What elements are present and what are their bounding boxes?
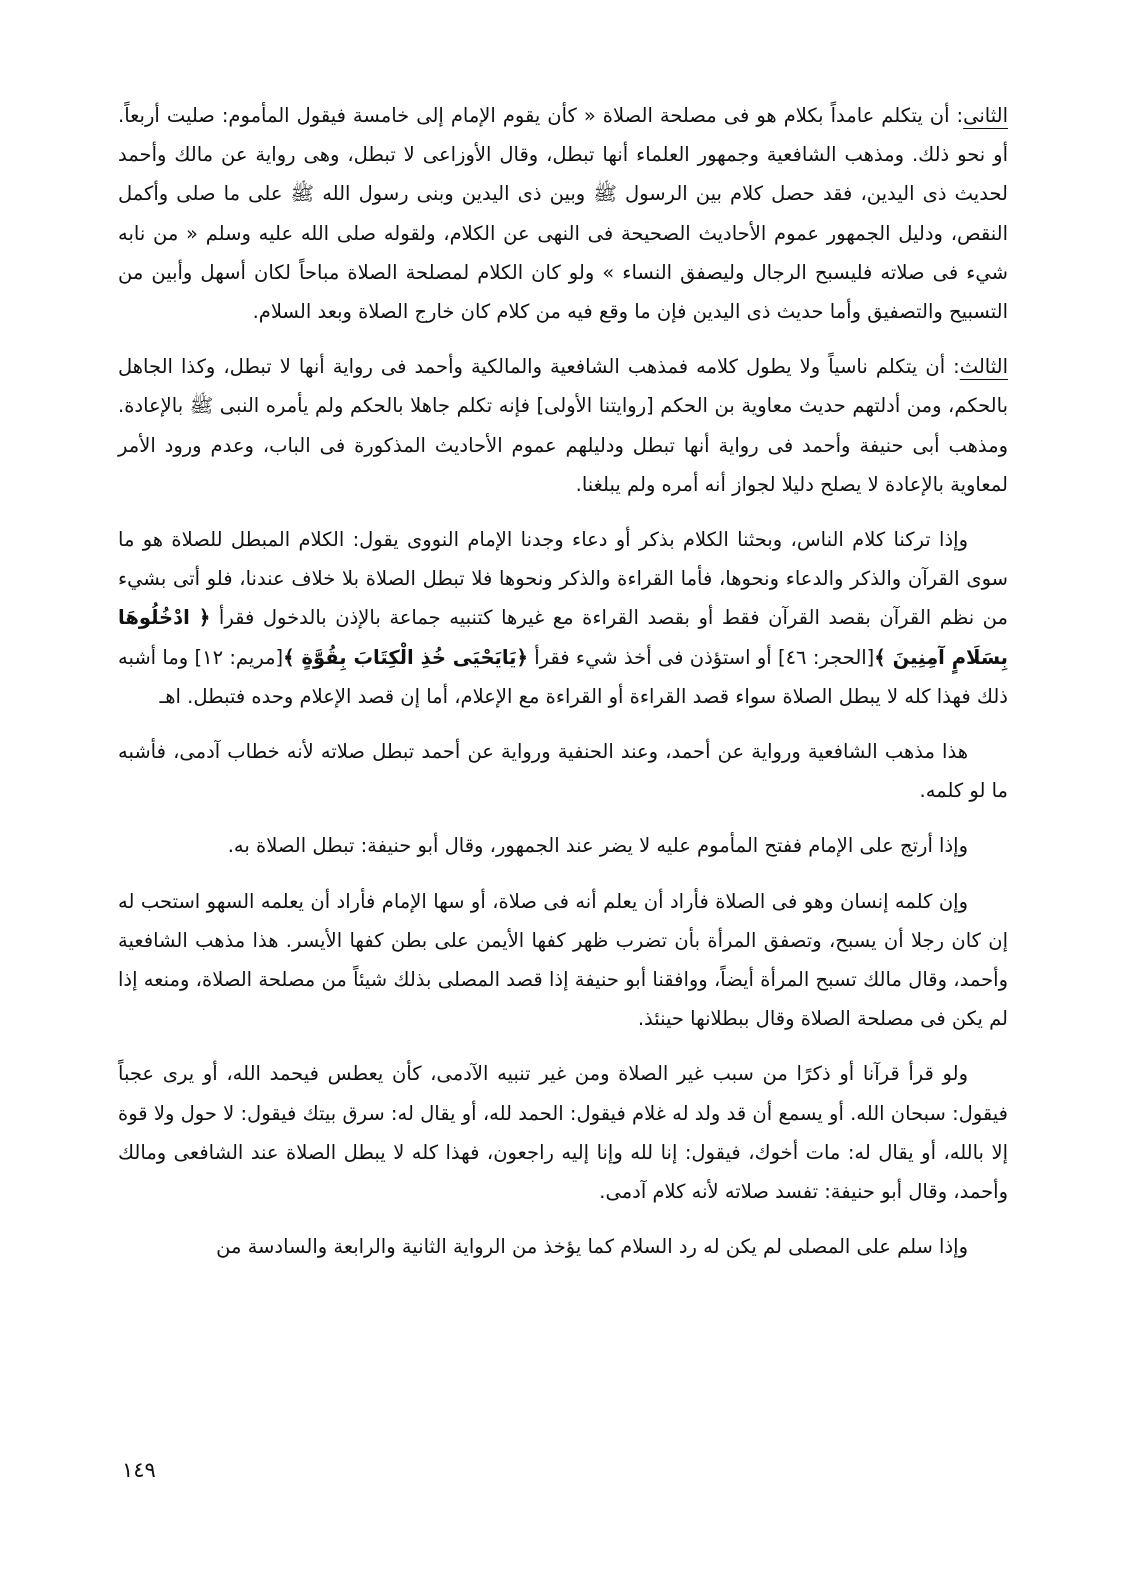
paragraph-text: وإذا سلم على المصلى لم يكن له رد السلام كما يؤخذ من الرواية الثانية والرابعة والسادسة من xyxy=(216,1235,968,1259)
quran-verse: ﴿يَايَحْيَى خُذِ الْكِتَابَ بِقُوَّةٍ ﴾ xyxy=(283,645,528,669)
paragraph-second-case xyxy=(118,96,1008,331)
paragraph-text: وإن كلمه إنسان وهو فى الصلاة فأراد أن يعلم أنه فى صلاة، أو سها الإمام فأراد أن يعلمه السهو استحب له إن كان رجلا أن يسبح، وتصفق المرأة بأن تضرب ظهر كفها الأيمن على بطن كفها الأيسر. هذا مذهب الشافعية وأحمد، وقال مالك تسبح المرأة أيضاً، ووافقنا أبو حنيفة إذا قصد المصلى بذلك شيئاً من مصلحة الصلاة، ومنعه إذا لم يكن فى مصلحة الصلاة وقال ببطلانها حينئذ. xyxy=(118,889,1008,1031)
page-number: ١٤٩ xyxy=(122,1458,156,1482)
paragraph-returning-salam xyxy=(118,1227,1008,1266)
paragraph-dhikr-outside-cause xyxy=(118,1054,1008,1211)
page-body xyxy=(118,96,1008,1282)
paragraph-text: [الحجر: ٤٦] أو استؤذن فى أخذ شيء فقرأ xyxy=(527,645,875,669)
paragraph-lead-word: الثانى xyxy=(963,104,1008,127)
paragraph-text: وإذا تركنا كلام الناس، وبحثنا الكلام بذكر أو دعاء وجدنا الإمام النووى يقول: الكلام المبطل للصلاة هو ما سوى القرآن والذكر والدعاء ونحوها، فأما القراءة والذكر ونحوها فلا تبطل الصلاة بلا خلاف عندنا، فلو أتى بشيء من نظم القرآن بقصد القرآن فقط أو بقصد القراءة مع غيرها كتنبيه جماعة بالإذن بالدخول فقرأ xyxy=(118,528,1008,630)
paragraph-text: هذا مذهب الشافعية ورواية عن أحمد، وعند الحنفية ورواية عن أحمد تبطل صلاته لأنه خطاب آدمى، فأشبه ما لو كلمه. xyxy=(118,740,1008,803)
paragraph-third-case xyxy=(118,347,1008,504)
quran-verse: ﴿ ادْخُلُوهَا بِسَلَامٍ آمِنِينَ ﴾ xyxy=(118,606,1008,669)
paragraph-imam-correction xyxy=(118,826,1008,865)
paragraph-nawawi-quote xyxy=(118,520,1008,716)
paragraph-madhhab-shafii xyxy=(118,732,1008,810)
paragraph-lead-word: الثالث xyxy=(959,355,1008,379)
paragraph-tasbih-tasfiq xyxy=(118,882,1008,1039)
paragraph-text: [مريم: ١٢] وما أشبه ذلك فهذا كله لا يبطل الصلاة سواء قصد القراءة أو القراءة مع الإعلام، أما إن قصد الإعلام وحده فتبطل. اهـ xyxy=(118,645,1008,708)
paragraph-text: ولو قرأ قرآنا أو ذكرًا من سبب غير الصلاة ومن غير تنبيه الآدمى، كأن يعطس فيحمد الله، أو يرى عجباً فيقول: سبحان الله. أو يسمع أن قد ولد له غلام فيقول: الحمد لله، أو يقال له: سرق بيتك فيقول: لا حول ولا قوة إلا بالله، أو يقال له: مات أخوك، فيقول: إنا لله وإنا إليه راجعون، فهذا كله لا يبطل الصلاة عند الشافعى ومالك وأحمد، وقال أبو حنيفة: تفسد صلاته لأنه كلام آدمى. xyxy=(118,1062,1008,1204)
paragraph-text: وإذا أرتج على الإمام ففتح المأموم عليه لا يضر عند الجمهور، وقال أبو حنيفة: تبطل الصلاة به. xyxy=(227,834,968,858)
paragraph-text: : أن يتكلم عامداً بكلام هو فى مصلحة الصلاة « كأن يقوم الإمام إلى خامسة فيقول المأموم: صليت أربعاً. أو نحو ذلك. ومذهب الشافعية وجمهور العلماء أنها تبطل، وقال الأوزاعى لا تبطل، وهى رواية عن مالك وأحمد لحديث ذى اليدين، فقد حصل كلام بين الرسول ﷺ وبين ذى اليدين وبنى رسول الله ﷺ على ما صلى وأكمل النقص، ودليل الجمهور عموم الأحاديث الصحيحة فى النهى عن الكلام، ولقوله صلى الله عليه وسلم « من نابه شيء فى صلاته فليسبح الرجال وليصفق النساء » ولو كان الكلام لمصلحة الصلاة مباحاً لكان أسهل وأبين من التسبيح والتصفيق وأما حديث ذى اليدين فإن ما وقع فيه من كلام كان خارج الصلاة وبعد السلام. xyxy=(118,104,1008,324)
paragraph-text: : أن يتكلم ناسياً ولا يطول كلامه فمذهب الشافعية والمالكية وأحمد فى رواية أنها لا تبطل، وكذا الجاهل بالحكم، ومن أدلتهم حديث معاوية بن الحكم [روايتنا الأولى] فإنه تكلم جاهلا بالحكم ولم يأمره النبى ﷺ بالإعادة. ومذهب أبى حنيفة وأحمد فى رواية أنها تبطل ودليلهم عموم الأحاديث المذكورة فى الباب، وعدم ورود الأمر لمعاوية بالإعادة لا يصلح دليلا لجواز أنه أمره ولم يبلغنا. xyxy=(118,355,1008,496)
